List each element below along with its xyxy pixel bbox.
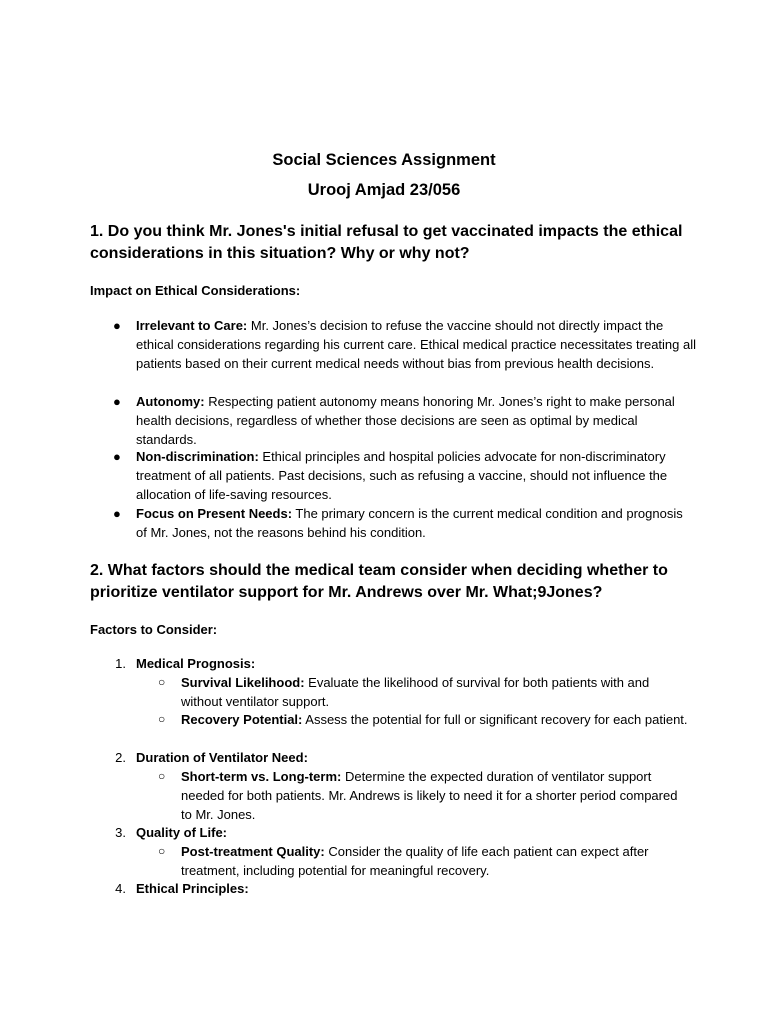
bullet-marker: ● bbox=[113, 394, 121, 409]
item-label: Autonomy: bbox=[136, 394, 205, 409]
list-number: 4. bbox=[115, 881, 126, 896]
factor-heading: Quality of Life: bbox=[136, 825, 227, 840]
question-2: 2. What factors should the medical team consider when deciding whether to prioritize ventilator support for Mr. Andrews over Mr. What;9Jones? bbox=[90, 562, 668, 601]
bullet-marker: ● bbox=[113, 449, 121, 464]
sub-bullet-marker: ○ bbox=[158, 769, 166, 783]
sub-list-item bbox=[181, 710, 691, 729]
author-line: Urooj Amjad 23/056 bbox=[307, 181, 461, 199]
list-item bbox=[136, 392, 696, 449]
sub-bullet-marker: ○ bbox=[158, 844, 166, 858]
sub-item-text: Determine the expected duration of ventilator support needed for both patients. Mr. Andrews is likely to need it for a shorter period compared to Mr. Jones. bbox=[181, 769, 678, 822]
list-item bbox=[136, 316, 696, 373]
factor-heading: Duration of Ventilator Need: bbox=[136, 750, 308, 765]
sub-item-text: Assess the potential for full or significant recovery for each patient. bbox=[302, 712, 688, 727]
factor-heading: Ethical Principles: bbox=[136, 881, 249, 896]
sub-item-label: Survival Likelihood: bbox=[181, 675, 305, 690]
list-item bbox=[136, 447, 696, 504]
sub-list-item bbox=[181, 673, 691, 711]
list-item bbox=[136, 504, 696, 542]
question-1: 1. Do you think Mr. Jones's initial refusal to get vaccinated impacts the ethical considerations in this situation? Why or why not? bbox=[90, 223, 683, 262]
q1-subheading: Impact on Ethical Considerations: bbox=[90, 283, 301, 298]
sub-list-item bbox=[181, 842, 691, 880]
sub-item-label: Recovery Potential: bbox=[181, 712, 303, 727]
item-label: Non-discrimination: bbox=[136, 449, 259, 464]
item-label: Focus on Present Needs: bbox=[136, 506, 293, 521]
factor-heading: Medical Prognosis: bbox=[136, 656, 256, 671]
sub-item-label: Post-treatment Quality: bbox=[181, 844, 325, 859]
list-number: 3. bbox=[115, 825, 126, 840]
sub-bullet-marker: ○ bbox=[158, 712, 166, 726]
item-text: Ethical principles and hospital policies advocate for non-discriminatory treatment of all patients. Past decisions, such as refusing a vaccine, should not influence the allocation of life-saving resources. bbox=[136, 449, 668, 502]
item-text: Respecting patient autonomy means honoring Mr. Jones’s right to make personal health decisions, regardless of whether those decisions are seen as optimal by medical standards. bbox=[136, 394, 675, 447]
item-label: Irrelevant to Care: bbox=[136, 318, 248, 333]
item-text: The primary concern is the current medical condition and prognosis of Mr. Jones, not the reasons behind his condition. bbox=[136, 506, 683, 540]
sub-item-label: Short-term vs. Long-term: bbox=[181, 769, 342, 784]
bullet-marker: ● bbox=[113, 506, 121, 521]
bullet-marker: ● bbox=[113, 318, 121, 333]
q2-subheading: Factors to Consider: bbox=[90, 622, 218, 637]
sub-list-item bbox=[181, 767, 691, 824]
list-number: 2. bbox=[115, 750, 126, 765]
item-text: Mr. Jones’s decision to refuse the vaccine should not directly impact the ethical considerations regarding his current care. Ethical medical practice necessitates treating all patients based on their current medical needs without bias from previous health decisions. bbox=[136, 318, 697, 371]
sub-item-text: Evaluate the likelihood of survival for both patients with and without ventilator support. bbox=[181, 675, 650, 709]
list-number: 1. bbox=[115, 656, 126, 671]
sub-bullet-marker: ○ bbox=[158, 675, 166, 689]
sub-item-text: Consider the quality of life each patient can expect after treatment, including potential for meaningful recovery. bbox=[181, 844, 649, 878]
document-title: Social Sciences Assignment bbox=[272, 151, 496, 169]
